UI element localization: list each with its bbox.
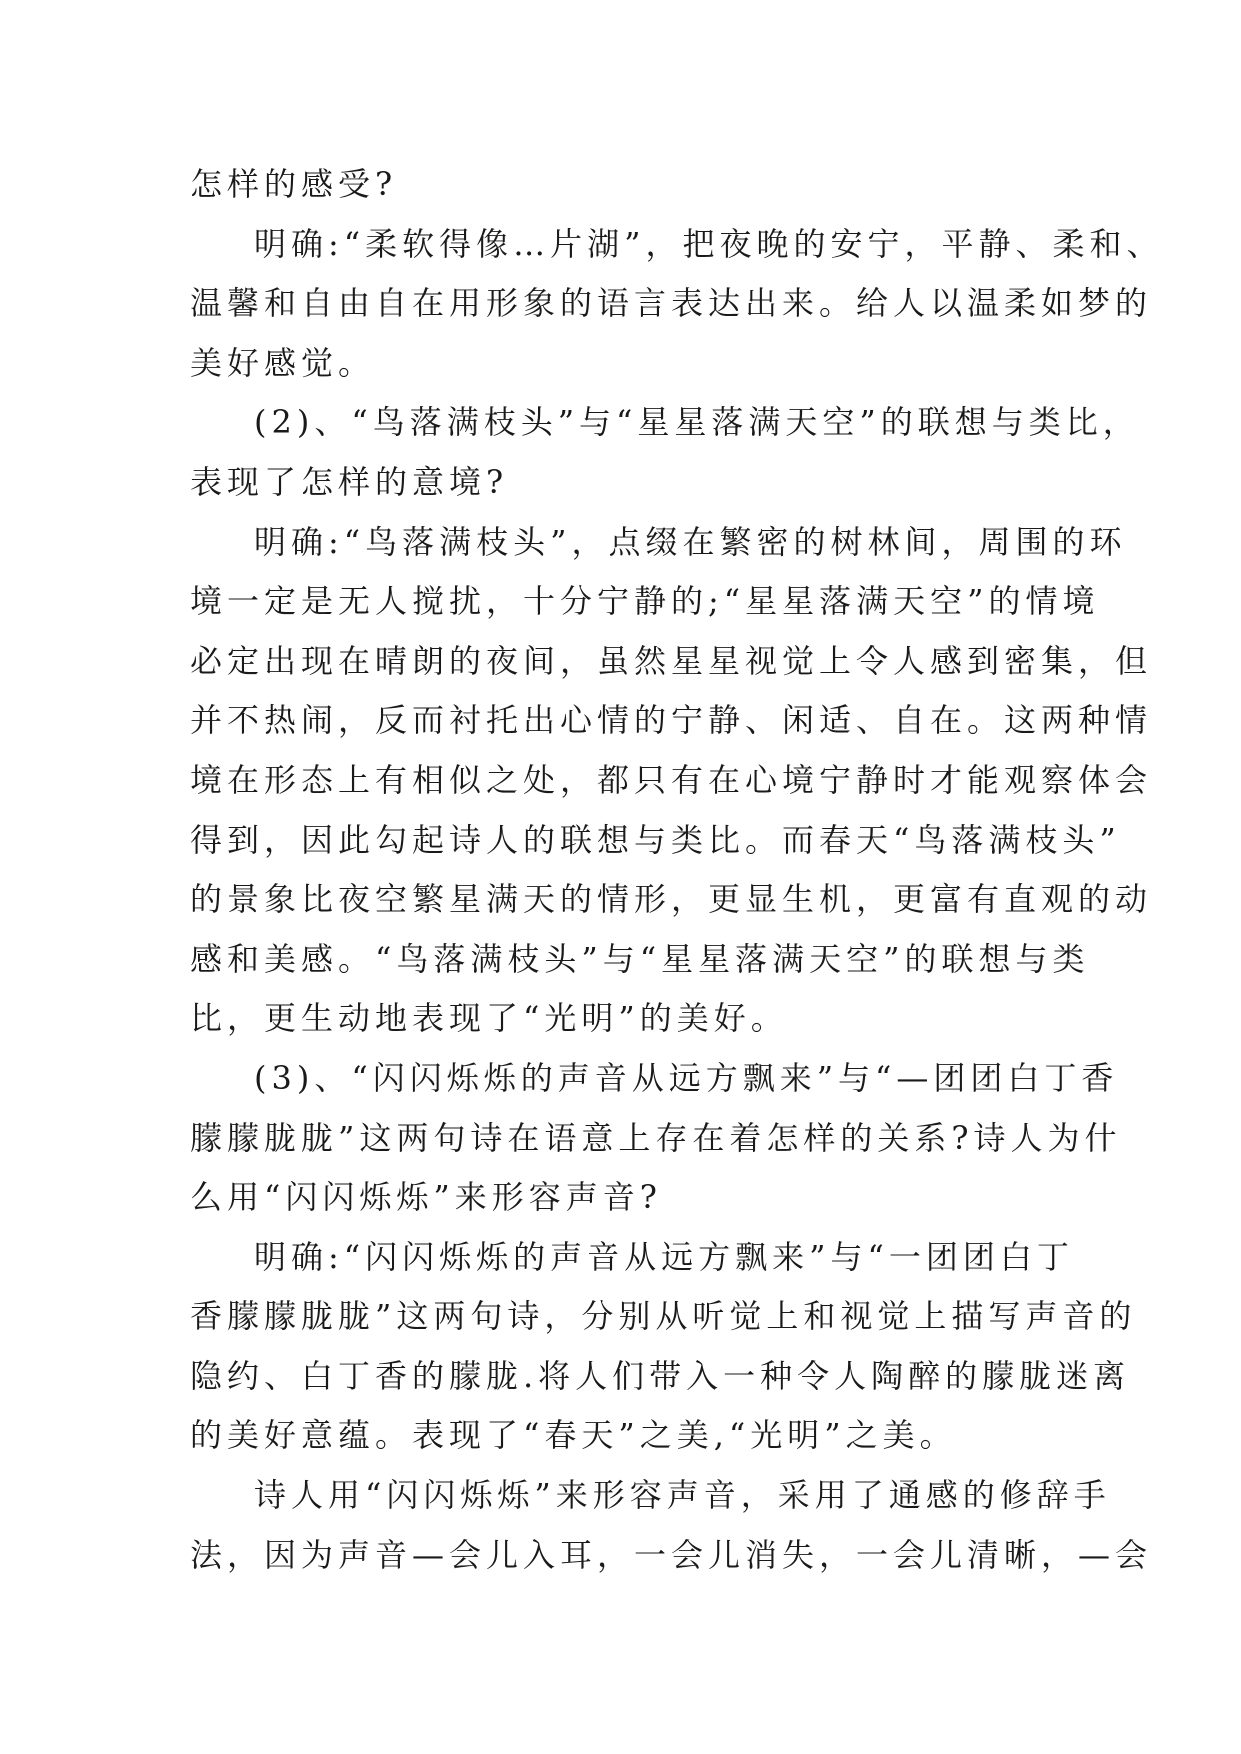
text-line: 并不热闹，反而衬托出心情的宁静、闲适、自在。这两种情 [190,701,1153,740]
paragraph-7 [190,1466,1153,1585]
text-line: 怎样的感受? [190,165,398,203]
text-line: 香朦朦胧胧”这两句诗，分别从听觉上和视觉上描写声音的 [190,1297,1137,1336]
paragraph-4 [190,513,1153,1049]
text-line: 美好感觉。 [190,343,376,382]
paragraph-2 [190,215,1164,394]
text-line: 明确:“柔软得像…片湖”，把夜晚的安宁，平静、柔和、 [254,224,1164,263]
text-line: 得到，因此勾起诗人的联想与类比。而春天“鸟落满枝头” [190,820,1121,859]
text-line: 温馨和自由自在用形象的语言表达出来。给人以温柔如梦的 [190,284,1153,323]
text-line: (2)、“鸟落满枝头”与“星星落满天空”的联想与类比， [254,403,1140,442]
text-line: 的景象比夜空繁星满天的情形，更显生机，更富有直观的动 [190,880,1153,919]
text-line: 明确:“闪闪烁烁的声音从远方飘来”与“一团团白丁 [254,1237,1074,1276]
paragraph-6 [190,1228,1137,1466]
text-line: 明确:“鸟落满枝头”，点缀在繁密的树林间，周围的环 [254,522,1127,561]
text-line: 感和美感。“鸟落满枝头”与“星星落满天空”的联想与类 [190,939,1090,978]
text-line: 表现了怎样的意境? [190,462,509,501]
paragraph-3 [190,393,1140,512]
text-line: 比，更生动地表现了“光明”的美好。 [190,999,788,1038]
paragraph-5 [190,1049,1122,1228]
document-body [190,155,1164,1585]
text-line: 朦朦胧胧”这两句诗在语意上存在着怎样的关系?诗人为什 [190,1118,1122,1157]
text-line: (3)、“闪闪烁烁的声音从远方飘来”与“—团团白丁香 [254,1058,1119,1097]
text-line: 么用“闪闪烁烁”来形容声音? [190,1178,662,1217]
text-line: 法，因为声音—会儿入耳，一会儿消失，一会儿清晰，—会 [190,1535,1153,1574]
text-line: 的美好意蕴。表现了“春天”之美,“光明”之美。 [190,1416,957,1455]
text-line: 隐约、白丁香的朦胧.将人们带入一种令人陶醉的朦胧迷离 [190,1356,1131,1395]
text-line: 诗人用“闪闪烁烁”来形容声音，采用了通感的修辞手 [254,1476,1111,1515]
text-line: 境一定是无人搅扰，十分宁静的;“星星落满天空”的情境 [190,582,1100,621]
text-line: 境在形态上有相似之处，都只有在心境宁静时才能观察体会 [190,760,1153,799]
text-line: 必定出现在晴朗的夜间，虽然星星视觉上令人感到密集，但 [190,641,1153,680]
paragraph-1 [190,155,1090,215]
